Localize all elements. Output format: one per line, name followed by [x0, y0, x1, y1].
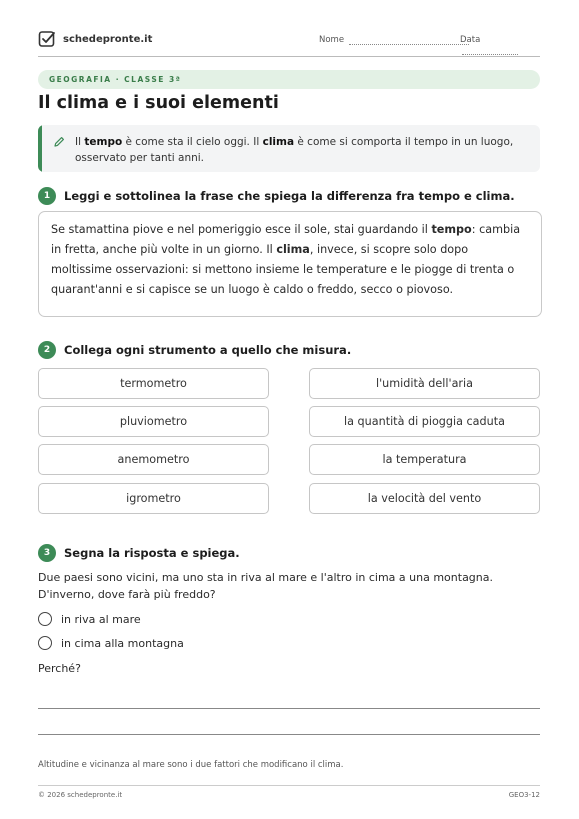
- callout-text: Il tempo è come sta il cielo oggi. Il clima è come si comporta il tempo in un luogo, osservato per tanti anni.: [75, 136, 514, 164]
- radio-circle-icon[interactable]: [38, 612, 52, 626]
- question-3-label: Segna la risposta e spiega.: [64, 546, 240, 560]
- question-1-label: Leggi e sottolinea la frase che spiega la differenza fra tempo e clima.: [64, 189, 515, 203]
- question-2-label: Collega ogni strumento a quello che misura.: [64, 343, 352, 357]
- subject-label: GEOGRAFIA · CLASSE 3ª: [49, 75, 182, 84]
- instrument-card[interactable]: igrometro: [38, 483, 269, 514]
- pencil-icon: [53, 136, 65, 148]
- question-1-heading: [38, 187, 515, 205]
- option-label: in riva al mare: [61, 612, 141, 626]
- measure-card[interactable]: la quantità di pioggia caduta: [309, 406, 540, 437]
- question-3-text: Due paesi sono vicini, ma uno sta in riva al mare e l'altro in cima a una montagna. D'inverno, dove farà più freddo?: [38, 571, 494, 601]
- question-number-badge: 3: [38, 544, 56, 562]
- worksheet-code: GEO3-12: [508, 791, 540, 799]
- subject-banner: [38, 70, 540, 89]
- answer-option-sea[interactable]: [38, 612, 141, 626]
- page-footer: [38, 785, 540, 799]
- option-label: in cima alla montagna: [61, 636, 184, 650]
- brand-logo: [38, 30, 152, 48]
- checkbox-logo-icon: [38, 30, 56, 48]
- measure-card[interactable]: la temperatura: [309, 444, 540, 475]
- passage-text: Se stamattina piove e nel pomeriggio esce il sole, stai guardando il tempo: cambia in fretta, anche più volte in un giorno. Il clima, invece, si scopre solo dopo moltissime osservazioni: si mettono insieme le temperature e le piogge di trenta o quarant'anni e si capisce se un luogo è caldo o freddo, secco o piovoso.: [51, 223, 521, 296]
- answer-line[interactable]: [38, 734, 540, 735]
- question-2-heading: [38, 341, 351, 359]
- name-field[interactable]: [319, 35, 469, 45]
- worksheet-page: [38, 0, 540, 819]
- measure-card[interactable]: l'umidità dell'aria: [309, 368, 540, 399]
- question-number-badge: 2: [38, 341, 56, 359]
- measure-card[interactable]: la velocità del vento: [309, 483, 540, 514]
- header: [38, 30, 540, 57]
- answer-option-mountain[interactable]: [38, 636, 184, 650]
- callout-accent-bar: [38, 125, 42, 172]
- name-label: Nome: [319, 35, 345, 45]
- footer-note: Altitudine e vicinanza al mare sono i due fattori che modificano il clima.: [38, 760, 344, 770]
- copyright: © 2026 schedepronte.it: [38, 791, 123, 799]
- instrument-card[interactable]: anemometro: [38, 444, 269, 475]
- question-number-badge: 1: [38, 187, 56, 205]
- name-blank[interactable]: [349, 35, 469, 45]
- page-title: Il clima e i suoi elementi: [38, 93, 279, 113]
- answer-line[interactable]: [38, 708, 540, 709]
- instrument-card[interactable]: pluviometro: [38, 406, 269, 437]
- date-blank[interactable]: [462, 45, 518, 55]
- instrument-card[interactable]: termometro: [38, 368, 269, 399]
- brand-name: schedepronte.it: [63, 33, 153, 45]
- date-label: Data: [460, 35, 481, 45]
- question-3-heading: [38, 544, 240, 562]
- radio-circle-icon[interactable]: [38, 636, 52, 650]
- why-prompt: Perché?: [38, 662, 81, 675]
- reading-passage[interactable]: [38, 211, 542, 317]
- definition-callout: [38, 125, 540, 172]
- date-field[interactable]: [460, 35, 540, 55]
